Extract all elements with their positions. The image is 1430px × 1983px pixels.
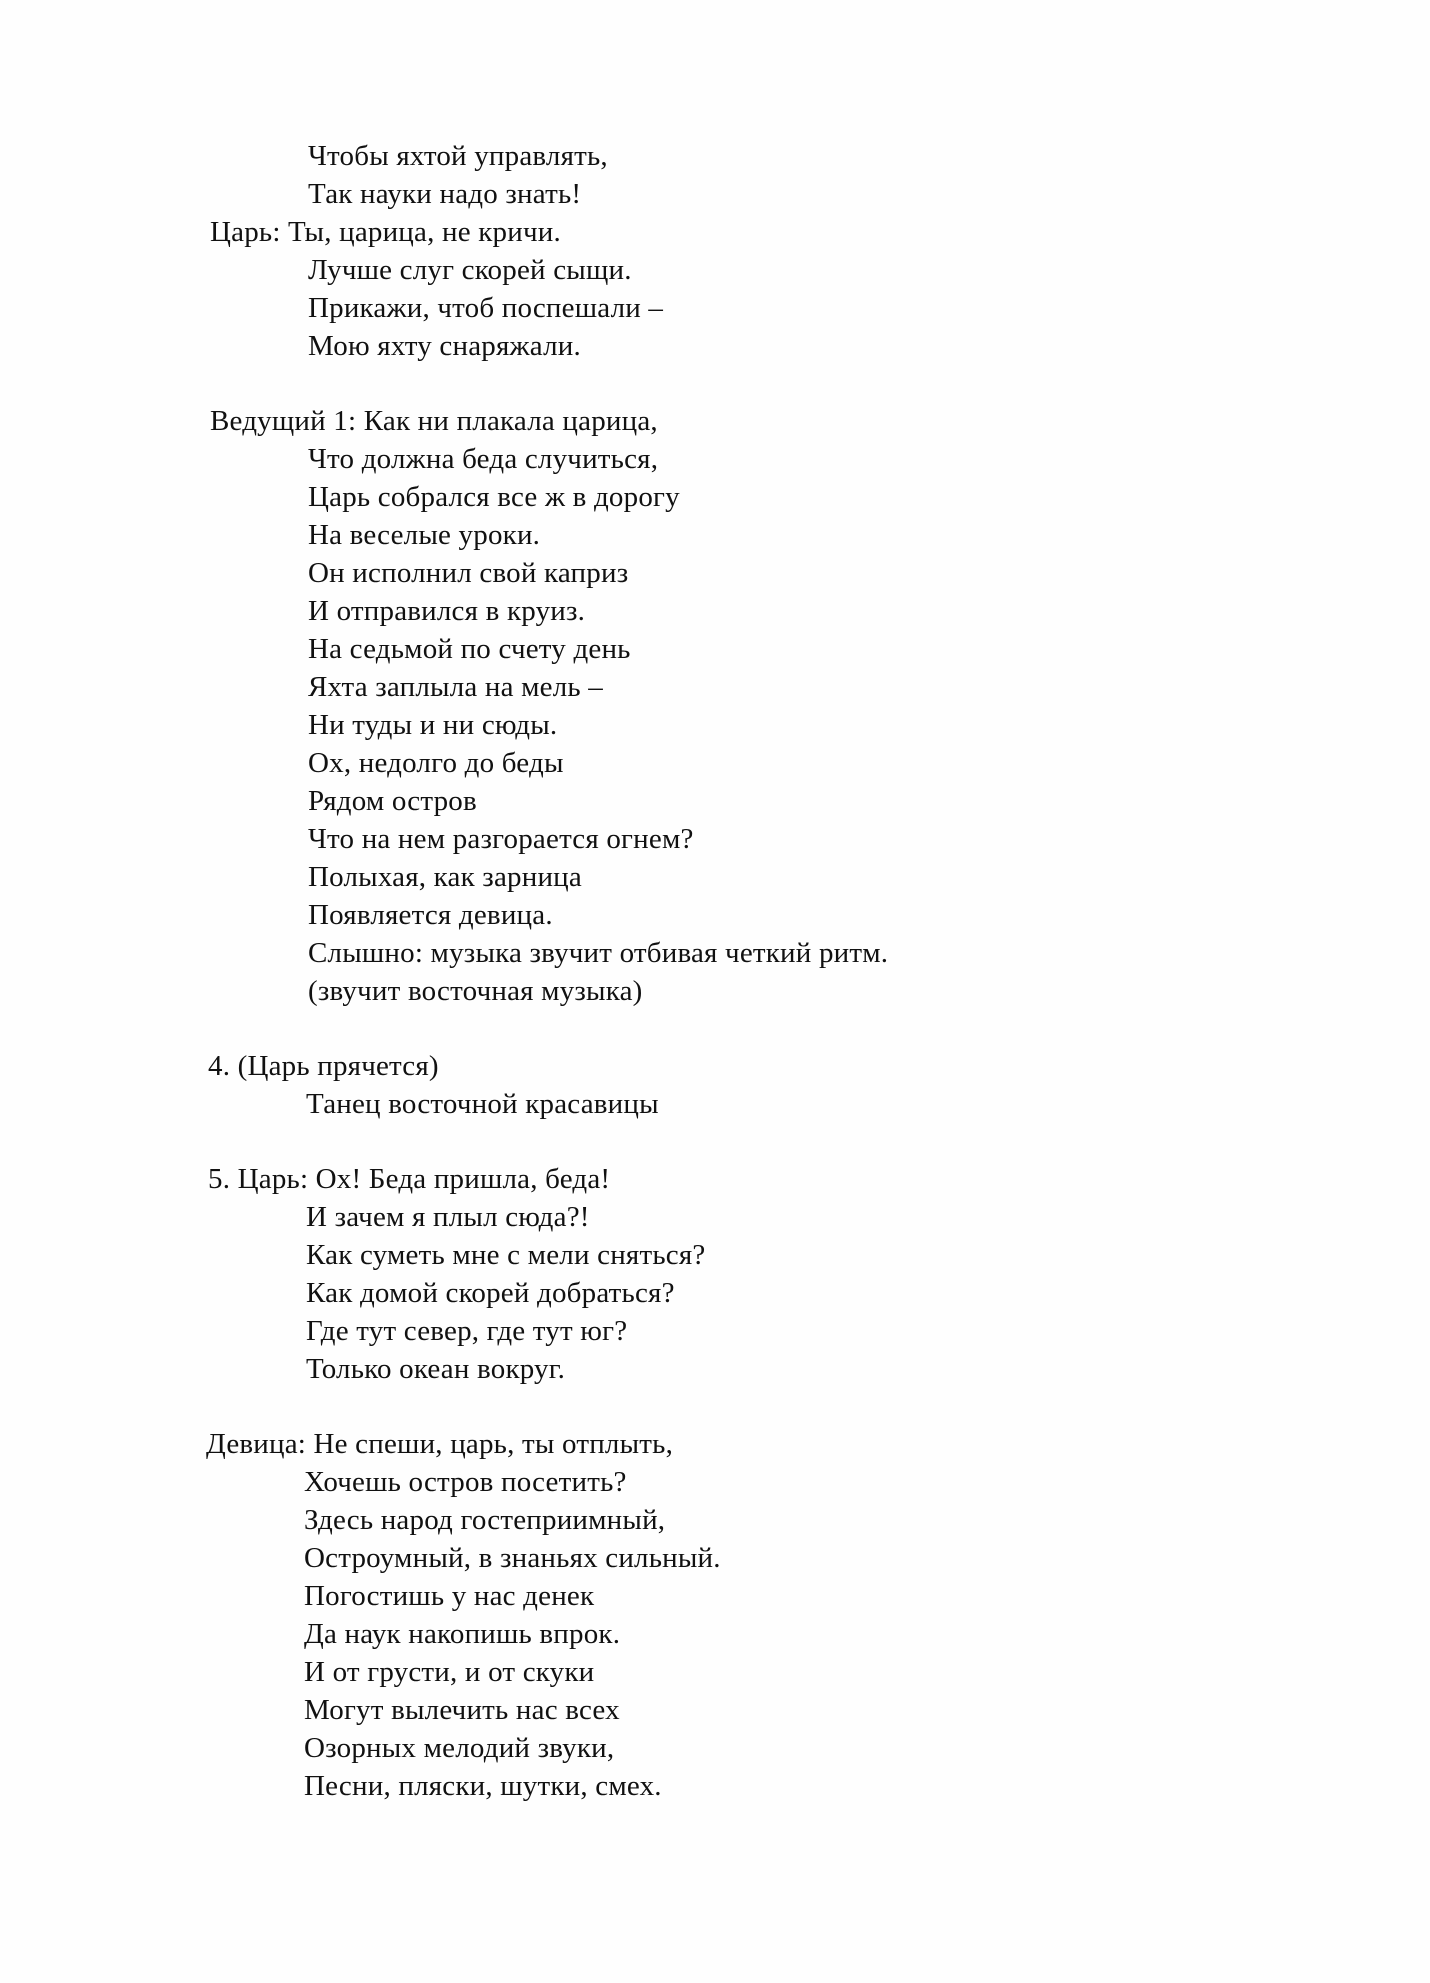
text-line: Прикажи, чтоб поспешали – [308, 292, 664, 324]
text-line: Озорных мелодий звуки, [304, 1732, 615, 1764]
text-line: Ох, недолго до беды [308, 747, 564, 779]
text-line: Рядом остров [308, 785, 477, 817]
text-line: Мою яхту снаряжали. [308, 330, 581, 362]
text-line: Девица: Не спеши, царь, ты отплыть, [206, 1428, 674, 1460]
text-line: Ведущий 1: Как ни плакала царица, [210, 405, 658, 437]
text-line: Где тут север, где тут юг? [306, 1315, 628, 1347]
text-line: Здесь народ гостеприимный, [304, 1504, 666, 1536]
text-line: Песни, пляски, шутки, смех. [304, 1770, 662, 1802]
text-line: Полыхая, как зарница [308, 861, 582, 893]
text-line: Что на нем разгорается огнем? [308, 823, 694, 855]
text-line: 5. Царь: Ох! Беда пришла, беда! [208, 1163, 611, 1195]
text-line: 4. (Царь прячется) [208, 1050, 439, 1082]
text-line: Он исполнил свой каприз [308, 557, 629, 589]
text-line: И от грусти, и от скуки [304, 1656, 595, 1688]
text-line: Только океан вокруг. [306, 1353, 566, 1385]
text-line: На седьмой по счету день [308, 633, 631, 665]
text-line: Погостишь у нас денек [304, 1580, 595, 1612]
text-line: Как домой скорей добраться? [306, 1277, 675, 1309]
text-line: Ни туды и ни сюды. [308, 709, 558, 741]
text-line: (звучит восточная музыка) [308, 975, 643, 1007]
text-line: Появляется девица. [308, 899, 553, 931]
text-line: И зачем я плыл сюда?! [306, 1201, 590, 1233]
text-line: Лучше слуг скорей сыщи. [308, 254, 632, 286]
text-line: Хочешь остров посетить? [304, 1466, 627, 1498]
text-line: Танец восточной красавицы [306, 1088, 659, 1120]
text-line: Могут вылечить нас всех [304, 1694, 620, 1726]
text-line: Что должна беда случиться, [308, 443, 659, 475]
text-line: Да наук накопишь впрок. [304, 1618, 621, 1650]
text-line: И отправился в круиз. [308, 595, 586, 627]
text-line: Царь: Ты, царица, не кричи. [210, 216, 561, 248]
text-line: Царь собрался все ж в дорогу [308, 481, 680, 513]
text-line: Как суметь мне с мели сняться? [306, 1239, 706, 1271]
text-line: Слышно: музыка звучит отбивая четкий ритм. [308, 937, 889, 969]
text-line: Чтобы яхтой управлять, [308, 140, 608, 172]
text-line: На веселые уроки. [308, 519, 541, 551]
text-line: Яхта заплыла на мель – [308, 671, 603, 703]
text-line: Остроумный, в знаньях сильный. [304, 1542, 721, 1574]
text-line: Так науки надо знать! [308, 178, 582, 210]
